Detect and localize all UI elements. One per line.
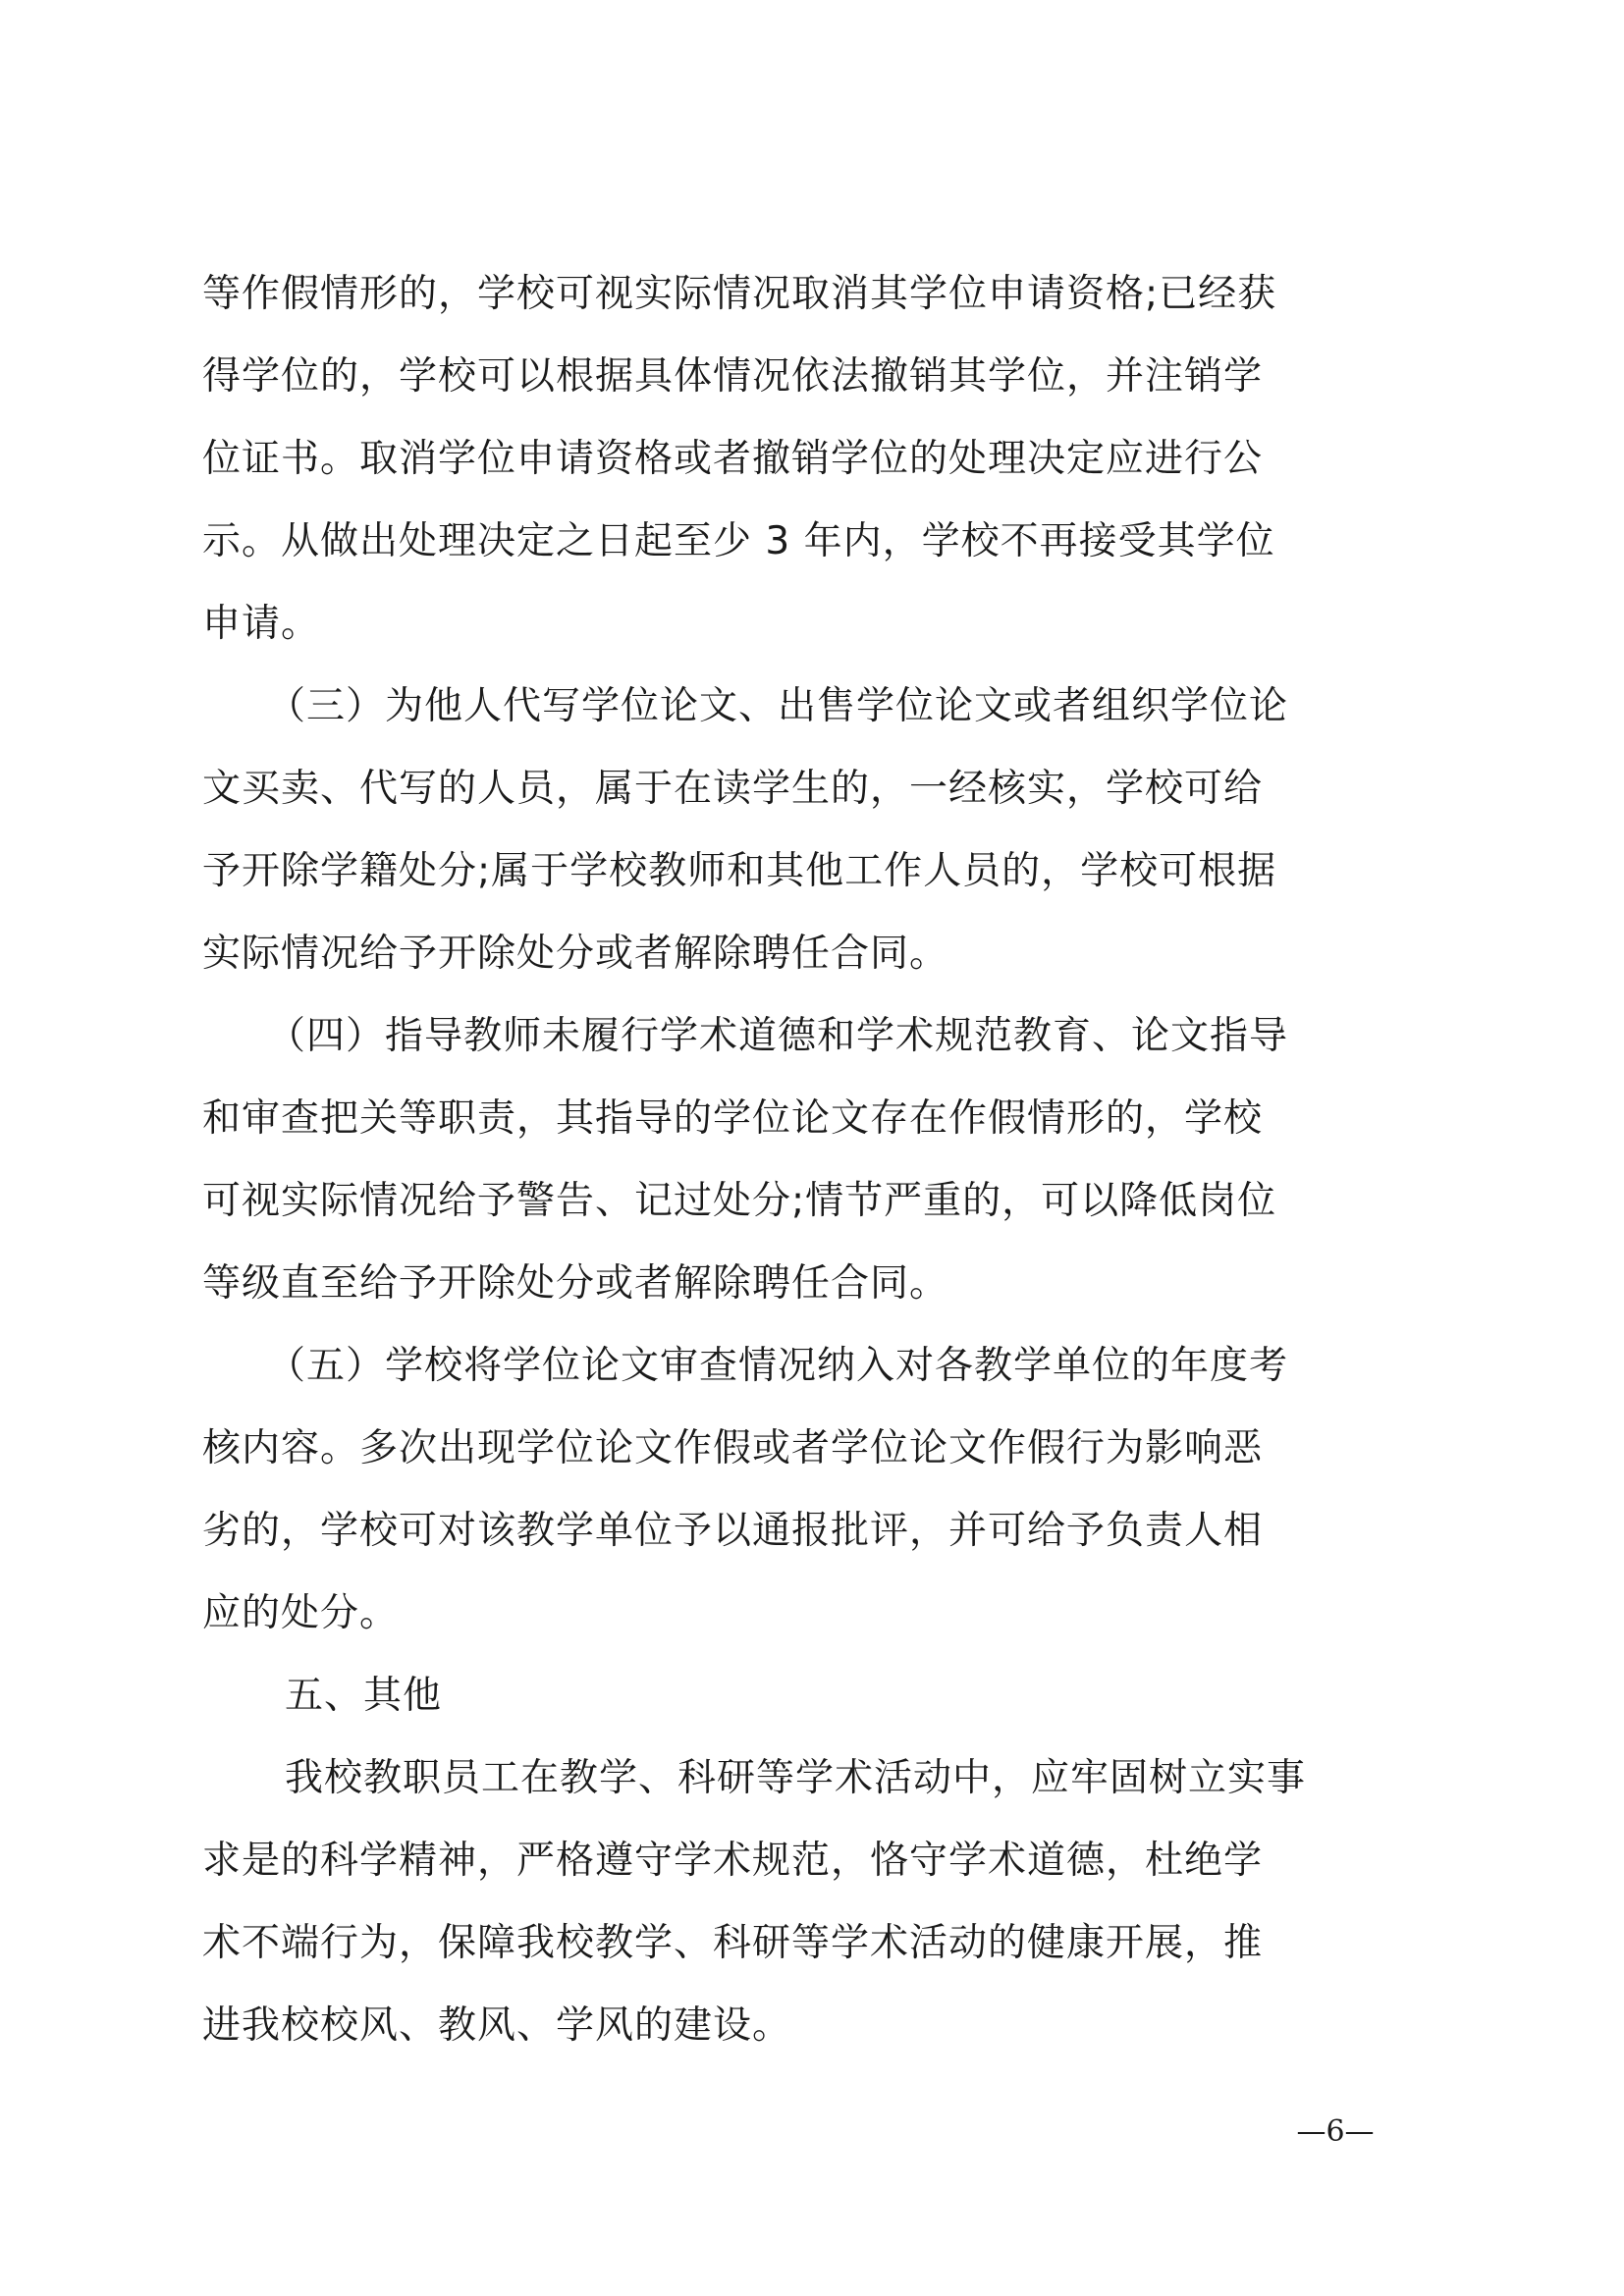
document-body: [202, 253, 1430, 2067]
text-line: 应的处分。: [202, 1591, 400, 1635]
text-line: 位证书。取消学位申请资格或者撤销学位的处理决定应进行公: [202, 437, 1264, 481]
paragraph-item-4: [202, 995, 1430, 1325]
text-line: 可视实际情况给予警告、记过处分;情节严重的，可以降低岗位: [202, 1179, 1277, 1223]
text-line: 实际情况给予开除处分或者解除聘任合同。: [202, 932, 949, 976]
text-line: 求是的科学精神，严格遵守学术规范，恪守学术道德，杜绝学: [202, 1839, 1264, 1883]
text-line: 得学位的，学校可以根据具体情况依法撤销其学位，并注销学: [202, 354, 1264, 399]
text-line: 予开除学籍处分;属于学校教师和其他工作人员的，学校可根据: [202, 849, 1277, 893]
paragraph-other: [202, 1737, 1430, 2067]
text-line: 术不端行为，保障我校教学、科研等学术活动的健康开展，推: [202, 1921, 1264, 1965]
section-heading-text: 五、其他: [285, 1674, 443, 1718]
text-line: 等作假情形的，学校可视实际情况取消其学位申请资格;已经获: [202, 272, 1277, 316]
paragraph-item-3: [202, 666, 1430, 995]
text-line: 核内容。多次出现学位论文作假或者学位论文作假行为影响恶: [202, 1426, 1264, 1470]
paragraph-item-5: [202, 1325, 1430, 1655]
paragraph-continuation: [202, 253, 1430, 666]
text-line: 劣的，学校可对该教学单位予以通报批评，并可给予负责人相: [202, 1509, 1264, 1553]
text-line: 申请。: [202, 602, 321, 646]
text-line: （五）学校将学位论文审查情况纳入对各教学单位的年度考: [267, 1344, 1289, 1388]
text-line: 文买卖、代写的人员，属于在读学生的，一经核实，学校可给: [202, 767, 1264, 811]
text-line: （三）为他人代写学位论文、出售学位论文或者组织学位论: [267, 684, 1289, 728]
text-line: 我校教职员工在教学、科研等学术活动中，应牢固树立实事: [285, 1756, 1307, 1800]
section-heading: [202, 1655, 1430, 1737]
text-line: 示。从做出处理决定之日起至少 3 年内，学校不再接受其学位: [202, 519, 1275, 563]
page-number: —6—: [1296, 2114, 1375, 2149]
text-line: 进我校校风、教风、学风的建设。: [202, 2003, 792, 2048]
text-line: （四）指导教师未履行学术道德和学术规范教育、论文指导: [267, 1014, 1289, 1058]
text-line: 和审查把关等职责，其指导的学位论文存在作假情形的，学校: [202, 1096, 1264, 1141]
text-line: 等级直至给予开除处分或者解除聘任合同。: [202, 1261, 949, 1306]
